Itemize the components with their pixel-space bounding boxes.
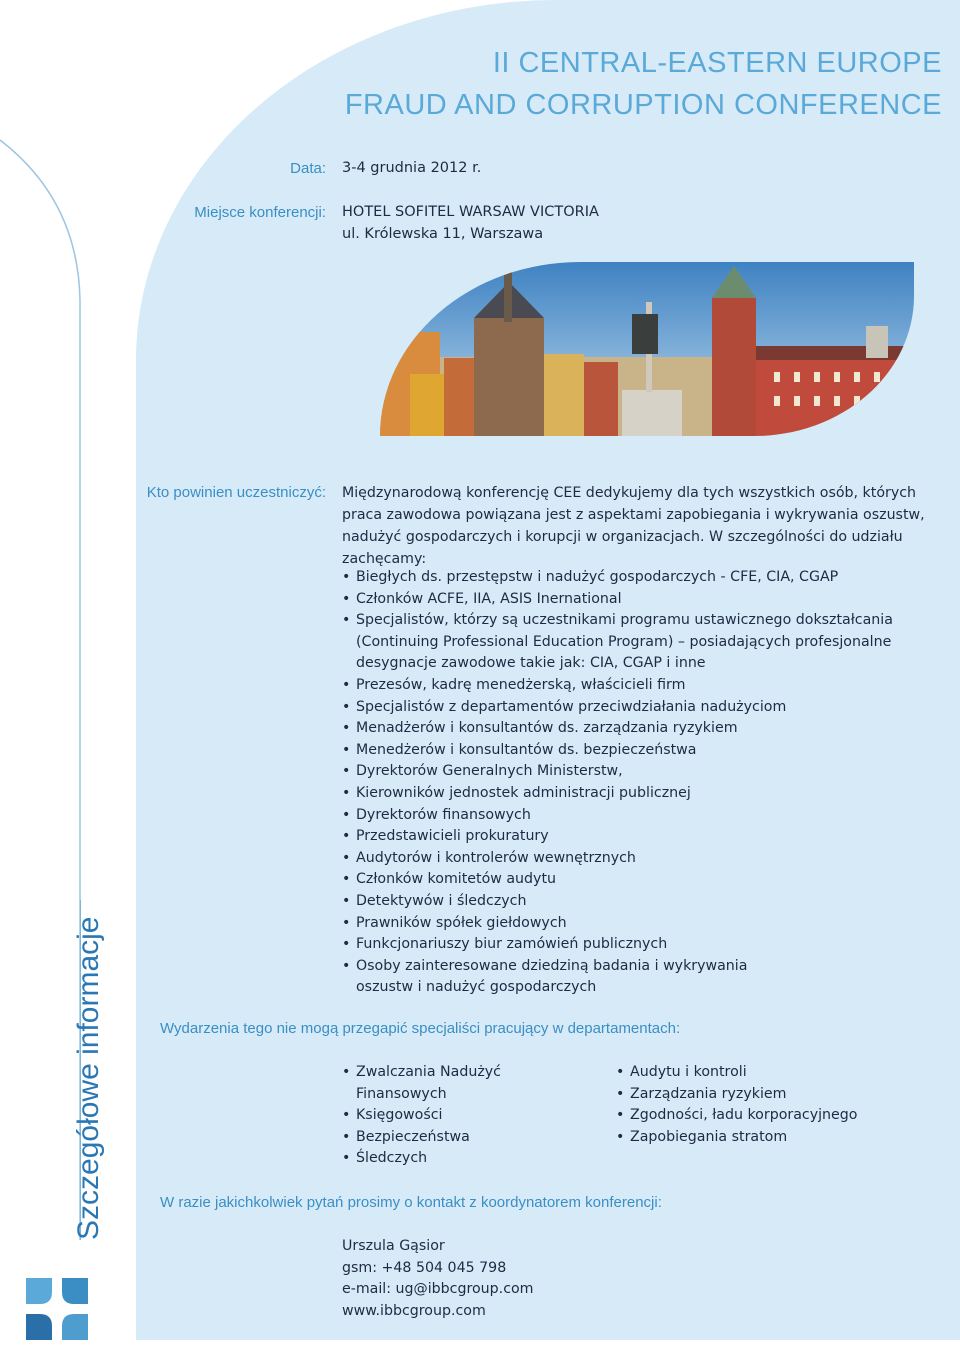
venue-name: HOTEL SOFITEL WARSAW VICTORIA: [342, 204, 599, 220]
venue-address: ul. Królewska 11, Warszawa: [342, 226, 544, 242]
audience-list: [342, 567, 902, 999]
list-item: • Audytorów i kontrolerów wewnętrznych: [342, 848, 902, 870]
audience-label: Kto powinien uczestniczyć:: [146, 484, 326, 501]
list-item: • Księgowości: [342, 1105, 512, 1127]
list-item: • Zarządzania ryzykiem: [616, 1084, 916, 1106]
contact-name: Urszula Gąsior: [342, 1238, 445, 1254]
contact-website[interactable]: www.ibbcgroup.com: [342, 1302, 486, 1319]
contact-heading: W razie jakichkolwiek pytań prosimy o kontakt z koordynatorem konferencji:: [160, 1194, 662, 1211]
decorative-curve: [0, 0, 140, 1300]
list-item: • Biegłych ds. przestępstw i nadużyć gospodarczych - CFE, CIA, CGAP: [342, 567, 902, 589]
title-line-2: FRAUD AND CORRUPTION CONFERENCE: [344, 89, 942, 121]
venue-label: Miejsce konferencji:: [194, 204, 326, 221]
departments-list-1: [342, 1062, 512, 1170]
list-item: • Śledczych: [342, 1148, 512, 1170]
list-item: • Prawników spółek giełdowych: [342, 913, 902, 935]
contact-email[interactable]: e-mail: ug@ibbcgroup.com: [342, 1281, 534, 1298]
list-item: • Zwalczania Nadużyć Finansowych: [342, 1062, 512, 1105]
contact-block: [342, 1236, 534, 1322]
sidebar-title: Szczegółowe informacje: [72, 916, 105, 1240]
list-item: • Członków komitetów audytu: [342, 869, 902, 891]
list-item: • Audytu i kontroli: [616, 1062, 916, 1084]
list-item: • Członków ACFE, IIA, ASIS Inernational: [342, 589, 902, 611]
departments-heading: Wydarzenia tego nie mogą przegapić specjaliści pracujący w departamentach:: [160, 1020, 681, 1037]
date-value: 3-4 grudnia 2012 r.: [342, 160, 482, 176]
list-item: • Osoby zainteresowane dziedziną badania i wykrywania oszustw i nadużyć gospodarczych: [342, 956, 806, 999]
departments-list-2: [616, 1062, 916, 1148]
contact-phone: gsm: +48 504 045 798: [342, 1259, 507, 1276]
list-item: • Specjalistów z departamentów przeciwdziałania nadużyciom: [342, 697, 902, 719]
ibbc-logo-icon: [26, 1278, 88, 1340]
title-line-1: II CENTRAL-EASTERN EUROPE: [492, 47, 942, 79]
audience-description: Międzynarodową konferencję CEE dedykujemy dla tych wszystkich osób, których praca zawodowa powiązana jest z aspektami zapobiegania i wykrywania oszustw, nadużyć gospodarczych i korupcji w organizacjach. W szczególności do udziału zachęcamy:: [342, 485, 925, 567]
list-item: • Dyrektorów Generalnych Ministerstw,: [342, 761, 902, 783]
date-label: Data:: [290, 160, 326, 177]
list-item: • Zgodności, ładu korporacyjnego: [616, 1105, 916, 1127]
list-item: • Specjalistów, którzy są uczestnikami programu ustawicznego dokształcania (Continuing Professional Education Program) – posiadających profesjonalne desygnacje zawodowe takie jak: CIA, CGAP i inne: [342, 610, 902, 675]
list-item: • Bezpieczeństwa: [342, 1127, 512, 1149]
conference-title: [345, 42, 942, 126]
list-item: • Prezesów, kadrę menedżerską, właścicieli firm: [342, 675, 902, 697]
list-item: • Menedżerów i konsultantów ds. bezpieczeństwa: [342, 740, 902, 762]
list-item: • Przedstawicieli prokuratury: [342, 826, 902, 848]
list-item: • Dyrektorów finansowych: [342, 805, 902, 827]
list-item: • Detektywów i śledczych: [342, 891, 902, 913]
list-item: • Menadżerów i konsultantów ds. zarządzania ryzykiem: [342, 718, 902, 740]
list-item: • Kierowników jednostek administracji publicznej: [342, 783, 902, 805]
list-item: • Funkcjonariuszy biur zamówień publicznych: [342, 934, 902, 956]
list-item: • Zapobiegania stratom: [616, 1127, 916, 1149]
